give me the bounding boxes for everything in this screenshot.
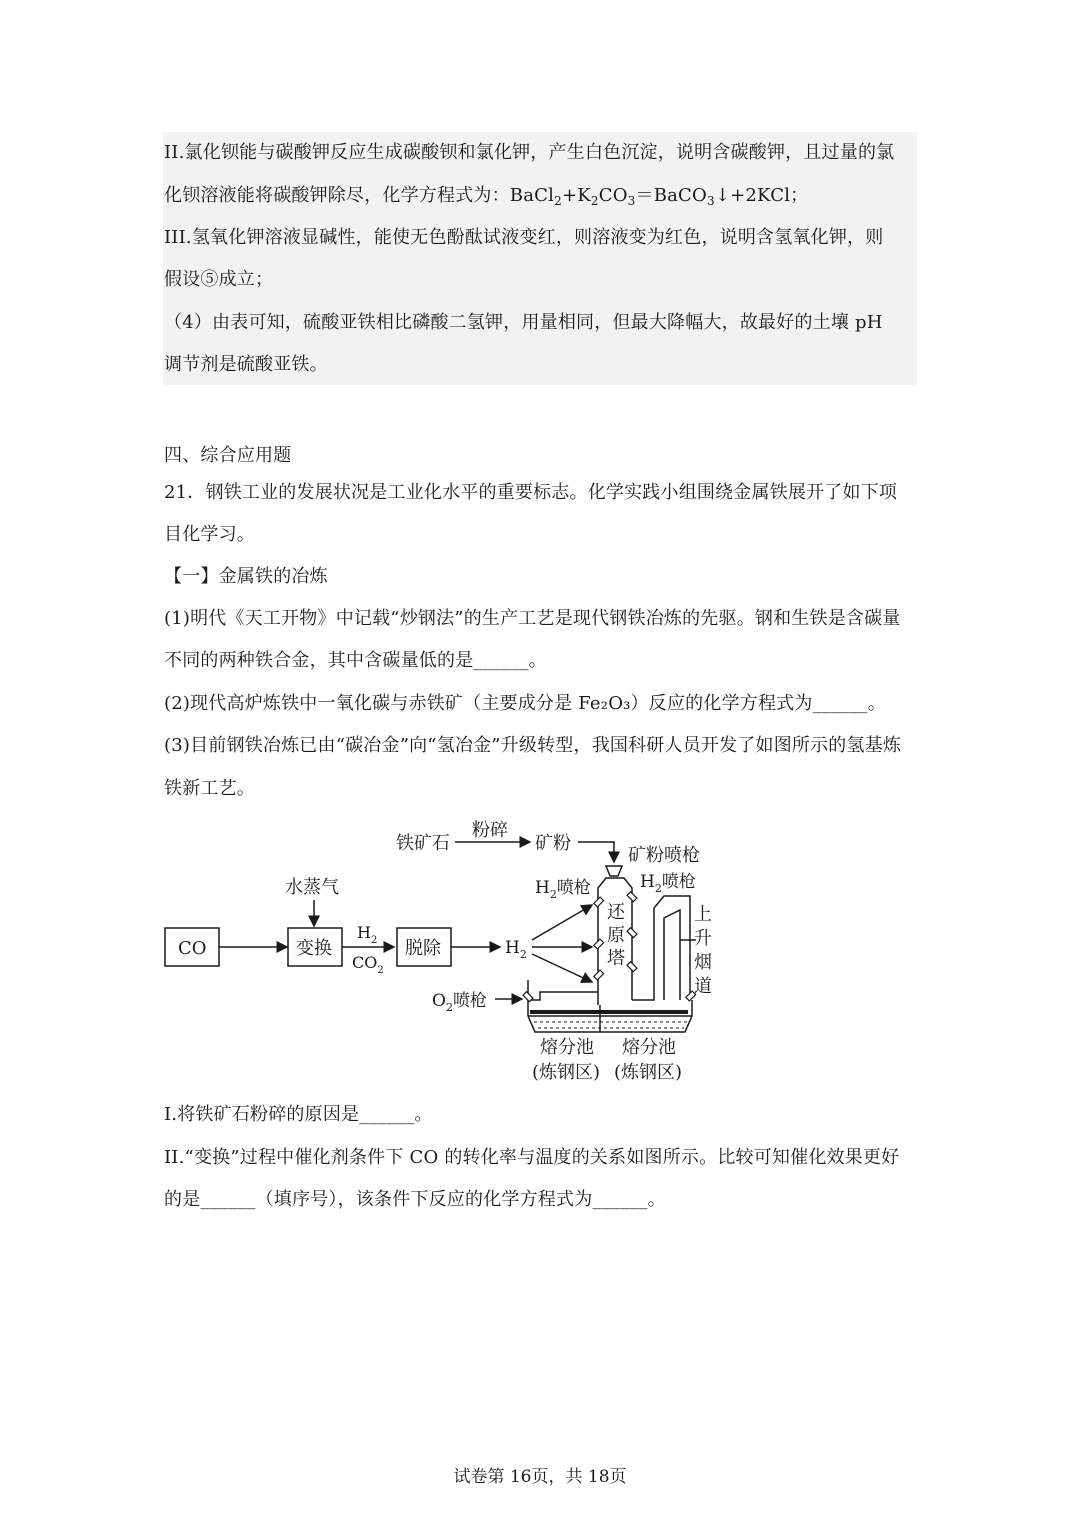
question-I: I.将铁矿石粉碎的原因是______。 <box>164 1104 433 1125</box>
answer-line-2: 化钡溶液能将碳酸钾除尽，化学方程式为：$BaCl_2+K_2CO_3=BaCO_3↓+2KCl$； <box>164 185 809 208</box>
answer-line-1: II.氯化钡能与碳酸钾反应生成碳酸钡和氯化钾，产生白色沉淀，说明含碳酸钾，且过量的氯 <box>164 142 895 163</box>
question-21-line-1: 21．钢铁工业的发展状况是工业化水平的重要标志。化学实践小组围绕金属铁展开了如下项 <box>164 482 898 503</box>
h2-gun-right-label: $H_2$喷枪 <box>640 872 696 895</box>
flue-char-2: 升 <box>694 928 712 949</box>
flue-char-3: 烟 <box>694 952 712 973</box>
pool-left-line-2: (炼钢区) <box>532 1062 601 1083</box>
flue-char-1: 上 <box>694 904 712 925</box>
tower-char-2: 原 <box>607 925 625 946</box>
pool-right-line-2: (炼钢区) <box>614 1062 683 1083</box>
pool-right-line-1: 熔分池 <box>622 1037 676 1058</box>
hydrogen-ironmaking-diagram <box>150 812 740 1092</box>
co2-label: $CO_2$ <box>352 953 384 976</box>
flue-char-4: 道 <box>694 976 712 997</box>
question-II-line-1: II.“变换”过程中催化剂条件下 CO 的转化率与温度的关系如图所示。比较可知催化效果更好 <box>164 1147 900 1168</box>
h2-gun-left-label: $H_2$喷枪 <box>535 878 591 901</box>
answer-line-5: （4）由表可知，硫酸亚铁相比磷酸二氢钾，用量相同，但最大降幅大，故最好的土壤 pH <box>164 312 883 333</box>
section-title: 四、综合应用题 <box>164 445 292 466</box>
ore-gun-label: 矿粉喷枪 <box>628 845 700 866</box>
tower-char-3: 塔 <box>607 948 625 969</box>
question-3-line-2: 铁新工艺。 <box>164 778 255 799</box>
question-II-line-2: 的是______（填序号），该条件下反应的化学方程式为______。 <box>164 1189 666 1210</box>
answer-line-4: 假设⑤成立； <box>164 269 274 290</box>
part-1-title: 【一】金属铁的冶炼 <box>164 566 328 587</box>
steam-label: 水蒸气 <box>285 877 339 898</box>
question-3-line-1: (3)目前钢铁冶炼已由“碳冶金”向“氢冶金”升级转型，我国科研人员开发了如图所示的氢基炼 <box>164 735 902 756</box>
page-footer: 试卷第 16页，共 18页 <box>453 1467 627 1487</box>
question-21-line-2: 目化学习。 <box>164 524 255 545</box>
question-1-line-2: 不同的两种铁合金，其中含碳量低的是______。 <box>164 650 547 671</box>
question-2-line-1: (2)现代高炉炼铁中一氧化碳与赤铁矿（主要成分是 Fe₂O₃）反应的化学方程式为______。 <box>164 693 886 714</box>
removal-box-label: 脱除 <box>405 938 441 959</box>
tower-char-1: 还 <box>607 902 625 923</box>
answer-line-6: 调节剂是硫酸亚铁。 <box>164 354 328 375</box>
iron-ore-label: 铁矿石 <box>396 833 450 854</box>
ore-powder-label: 矿粉 <box>535 833 571 854</box>
crush-label: 粉碎 <box>472 820 508 841</box>
shift-box-label: 变换 <box>296 938 332 959</box>
o2-gun-label: $O_2$喷枪 <box>432 991 487 1014</box>
h2-out-label: $H_2$ <box>505 938 527 961</box>
question-1-line-1: (1)明代《天工开物》中记载“炒钢法”的生产工艺是现代钢铁冶炼的先驱。钢和生铁是含碳量 <box>164 608 901 629</box>
h2-label: $H_2$ <box>357 923 378 946</box>
answer-box <box>163 132 917 385</box>
co-box-label: CO <box>178 938 207 959</box>
pool-left-line-1: 熔分池 <box>540 1037 594 1058</box>
answer-line-3: III.氢氧化钾溶液显碱性，能使无色酚酞试液变红，则溶液变为红色，说明含氢氧化钾，则 <box>164 227 884 248</box>
